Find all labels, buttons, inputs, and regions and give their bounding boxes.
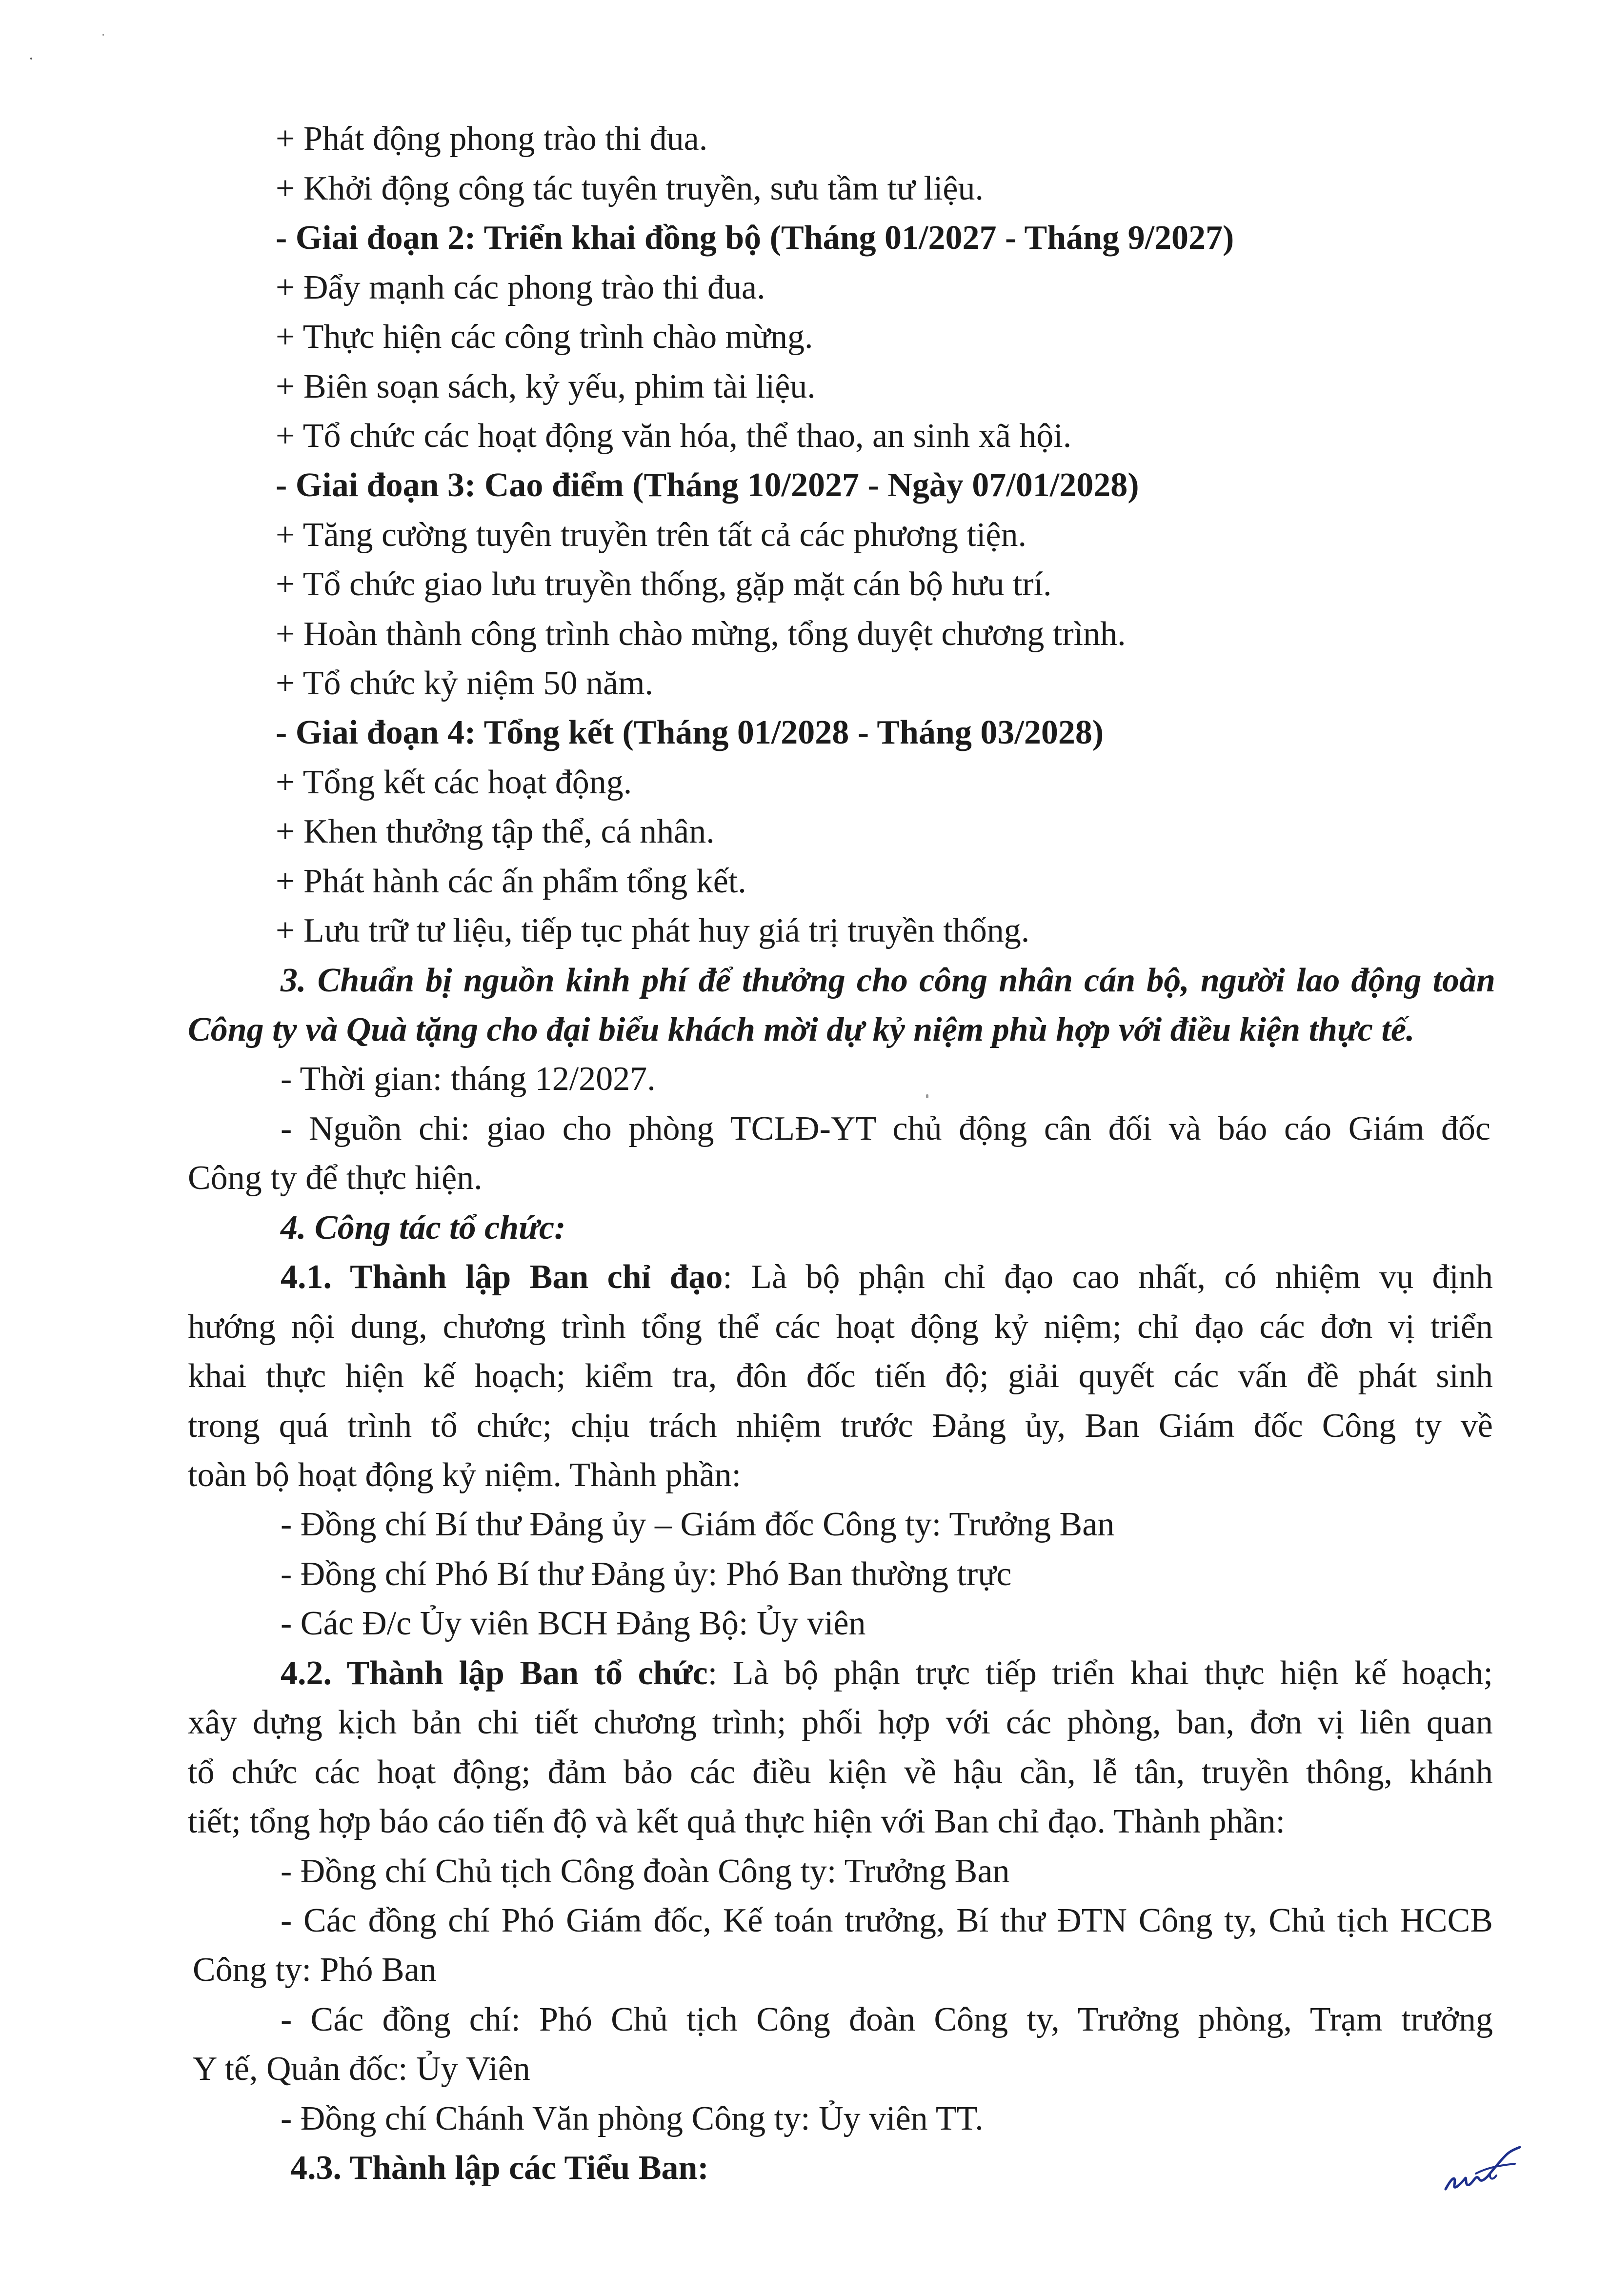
bullet-line: + Khởi động công tác tuyên truyền, sưu tầm tư liệu.	[276, 170, 984, 207]
bullet-line: + Tổ chức các hoạt động văn hóa, thể thao, an sinh xã hội.	[276, 417, 1072, 455]
bullet-line: + Tổ chức kỷ niệm 50 năm.	[276, 665, 654, 702]
bullet-line: + Biên soạn sách, kỷ yếu, phim tài liệu.	[276, 368, 816, 405]
subsection-4-2-text: : Là bộ phận trực tiếp triển khai thực hiện kế hoạch;	[707, 1654, 1493, 1692]
scan-speck	[926, 1094, 928, 1098]
subsection-4-1-text: : Là bộ phận chỉ đạo cao nhất, có nhiệm vụ định	[723, 1258, 1493, 1296]
section-3-heading-cont: Công ty và Quà tặng cho đại biểu khách mời dự kỷ niệm phù hợp với điều kiện thực tế.	[188, 1011, 1415, 1048]
bullet-line: + Khen thưởng tập thể, cá nhân.	[276, 813, 715, 850]
paragraph-line: tiết; tổng hợp báo cáo tiến độ và kết quả thực hiện với Ban chỉ đạo. Thành phần:	[188, 1803, 1286, 1840]
subsection-4-3-title: 4.3. Thành lập các Tiểu Ban:	[290, 2149, 709, 2187]
member-line: - Đồng chí Phó Bí thư Đảng ủy: Phó Ban thường trực	[281, 1555, 1012, 1593]
paragraph-line: - Nguồn chi: giao cho phòng TCLĐ-YT chủ động cân đối và báo cáo Giám đốc	[281, 1110, 1490, 1148]
bullet-line: + Tăng cường tuyên truyền trên tất cả các phương tiện.	[276, 516, 1026, 554]
bullet-line: + Lưu trữ tư liệu, tiếp tục phát huy giá trị truyền thống.	[276, 912, 1030, 949]
bullet-line: + Tổ chức giao lưu truyền thống, gặp mặt cán bộ hưu trí.	[276, 565, 1052, 603]
bullet-line: + Phát động phong trào thi đua.	[276, 120, 708, 158]
scan-speck	[102, 34, 104, 36]
paragraph-line: tổ chức các hoạt động; đảm bảo các điều kiện về hậu cần, lễ tân, truyền thông, khánh	[188, 1753, 1493, 1791]
paragraph-line: Công ty để thực hiện.	[188, 1159, 483, 1197]
subsection-4-1-intro	[281, 1255, 1493, 1299]
member-line: - Đồng chí Bí thư Đảng ủy – Giám đốc Công ty: Trưởng Ban	[281, 1506, 1115, 1543]
subsection-4-1-title: 4.1. Thành lập Ban chỉ đạo	[281, 1258, 723, 1296]
member-line: - Các đồng chí: Phó Chủ tịch Công đoàn Công ty, Trưởng phòng, Trạm trưởng	[281, 2001, 1493, 2038]
section-3-heading: 3. Chuẩn bị nguồn kinh phí để thưởng cho công nhân cán bộ, người lao động toàn	[281, 962, 1495, 999]
scan-speck	[30, 58, 32, 60]
phase-heading: - Giai đoạn 2: Triển khai đồng bộ (Tháng 01/2027 - Tháng 9/2027)	[276, 219, 1234, 257]
paragraph-line: xây dựng kịch bản chi tiết chương trình; phối hợp với các phòng, ban, đơn vị liên quan	[188, 1704, 1493, 1741]
member-line: Công ty: Phó Ban	[193, 1951, 437, 1989]
section-4-heading: 4. Công tác tổ chức:	[281, 1209, 566, 1247]
paragraph-line: - Thời gian: tháng 12/2027.	[281, 1060, 656, 1098]
paragraph-line: toàn bộ hoạt động kỷ niệm. Thành phần:	[188, 1456, 742, 1494]
member-line: - Đồng chí Chủ tịch Công đoàn Công ty: Trưởng Ban	[281, 1853, 1010, 1890]
phase-heading: - Giai đoạn 3: Cao điểm (Tháng 10/2027 - Ngày 07/01/2028)	[276, 466, 1139, 504]
paragraph-line: hướng nội dung, chương trình tổng thể các hoạt động kỷ niệm; chỉ đạo các đơn vị triển	[188, 1308, 1493, 1346]
paragraph-line: khai thực hiện kế hoạch; kiểm tra, đôn đốc tiến độ; giải quyết các vấn đề phát sinh	[188, 1357, 1493, 1395]
member-line: - Đồng chí Chánh Văn phòng Công ty: Ủy viên TT.	[281, 2100, 984, 2137]
member-line: Y tế, Quản đốc: Ủy Viên	[193, 2050, 530, 2088]
bullet-line: + Phát hành các ấn phẩm tổng kết.	[276, 863, 746, 900]
bullet-line: + Đẩy mạnh các phong trào thi đua.	[276, 269, 765, 306]
bullet-line: + Hoàn thành công trình chào mừng, tổng duyệt chương trình.	[276, 615, 1126, 653]
phase-heading: - Giai đoạn 4: Tổng kết (Tháng 01/2028 - Tháng 03/2028)	[276, 714, 1104, 751]
bullet-line: + Tổng kết các hoạt động.	[276, 764, 632, 801]
member-line: - Các Đ/c Ủy viên BCH Đảng Bộ: Ủy viên	[281, 1605, 866, 1642]
subsection-4-2-intro	[281, 1652, 1493, 1695]
subsection-4-2-title: 4.2. Thành lập Ban tổ chức	[281, 1654, 708, 1692]
bullet-line: + Thực hiện các công trình chào mừng.	[276, 318, 813, 356]
member-line: - Các đồng chí Phó Giám đốc, Kế toán trưởng, Bí thư ĐTN Công ty, Chủ tịch HCCB	[281, 1902, 1493, 1939]
paragraph-line: trong quá trình tổ chức; chịu trách nhiệm trước Đảng ủy, Ban Giám đốc Công ty về	[188, 1407, 1493, 1445]
handwritten-initials	[1442, 2144, 1525, 2198]
